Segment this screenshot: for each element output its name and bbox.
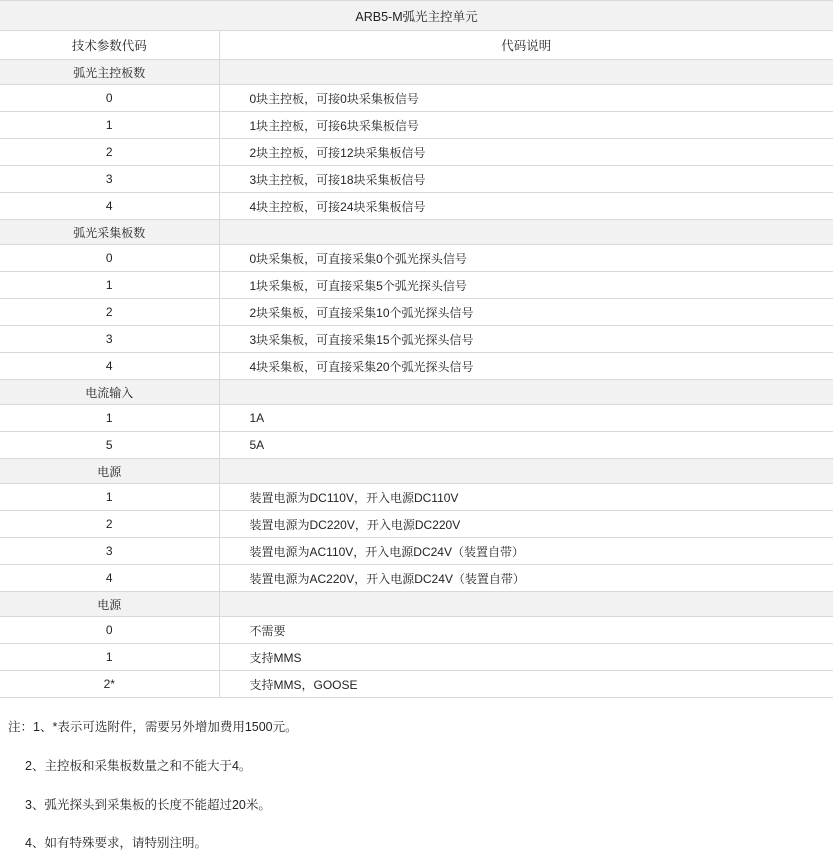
table-row [0, 405, 833, 432]
table-row [0, 245, 833, 272]
cell-code: 4 [0, 193, 219, 220]
table-row [0, 193, 833, 220]
cell-code: 1 [0, 405, 219, 432]
table-row [0, 511, 833, 538]
table-row [0, 565, 833, 592]
cell-desc: 5A [219, 432, 833, 459]
table-row [0, 671, 833, 698]
group-label: 弧光采集板数 [0, 220, 219, 245]
cell-code: 4 [0, 565, 219, 592]
group-label: 弧光主控板数 [0, 60, 219, 85]
cell-desc: 装置电源为AC110V，开入电源DC24V（装置自带） [219, 538, 833, 565]
column-header-desc: 代码说明 [219, 31, 833, 60]
group-spacer [219, 592, 833, 617]
cell-desc: 1块采集板，可直接采集5个弧光探头信号 [219, 272, 833, 299]
group-row [0, 60, 833, 85]
group-row [0, 380, 833, 405]
table-row [0, 617, 833, 644]
table-row [0, 353, 833, 380]
note-line-2: 2、主控板和采集板数量之和不能大于4。 [25, 758, 252, 773]
cell-code: 1 [0, 112, 219, 139]
table-body [0, 1, 833, 698]
group-spacer [219, 380, 833, 405]
table-title: ARB5-M弧光主控单元 [0, 1, 833, 31]
cell-desc: 1块主控板，可接6块采集板信号 [219, 112, 833, 139]
cell-desc: 3块主控板，可接18块采集板信号 [219, 166, 833, 193]
cell-desc: 2块采集板，可直接采集10个弧光探头信号 [219, 299, 833, 326]
group-spacer [219, 220, 833, 245]
cell-desc: 支持MMS，GOOSE [219, 671, 833, 698]
table-row [0, 644, 833, 671]
table-row [0, 166, 833, 193]
group-label: 电源 [0, 592, 219, 617]
cell-code: 4 [0, 353, 219, 380]
cell-code: 0 [0, 617, 219, 644]
cell-code: 3 [0, 326, 219, 353]
cell-desc: 不需要 [219, 617, 833, 644]
cell-code: 2 [0, 299, 219, 326]
note-line-3: 3、弧光探头到采集板的长度不能超过20米。 [25, 797, 271, 812]
cell-desc: 支持MMS [219, 644, 833, 671]
cell-code: 1 [0, 484, 219, 511]
group-row [0, 459, 833, 484]
cell-desc: 装置电源为DC110V，开入电源DC110V [219, 484, 833, 511]
table-row [0, 432, 833, 459]
column-header-code: 技术参数代码 [0, 31, 219, 60]
table-header-row [0, 31, 833, 60]
cell-code: 3 [0, 538, 219, 565]
cell-desc: 装置电源为DC220V，开入电源DC220V [219, 511, 833, 538]
cell-desc: 1A [219, 405, 833, 432]
table-row [0, 272, 833, 299]
cell-code: 2 [0, 511, 219, 538]
group-row [0, 592, 833, 617]
table-row [0, 139, 833, 166]
cell-code: 0 [0, 85, 219, 112]
cell-desc: 4块主控板，可接24块采集板信号 [219, 193, 833, 220]
table-row [0, 326, 833, 353]
table-row [0, 112, 833, 139]
table-row [0, 538, 833, 565]
cell-code: 1 [0, 644, 219, 671]
group-label: 电源 [0, 459, 219, 484]
cell-desc: 0块采集板，可直接采集0个弧光探头信号 [219, 245, 833, 272]
cell-code: 2* [0, 671, 219, 698]
cell-desc: 0块主控板，可接0块采集板信号 [219, 85, 833, 112]
table-title-row [0, 1, 833, 31]
cell-desc: 装置电源为AC220V，开入电源DC24V（装置自带） [219, 565, 833, 592]
notes-section [0, 718, 833, 853]
group-spacer [219, 60, 833, 85]
cell-code: 5 [0, 432, 219, 459]
cell-desc: 4块采集板，可直接采集20个弧光探头信号 [219, 353, 833, 380]
note-line-4: 4、如有特殊要求，请特别注明。 [25, 836, 207, 851]
table-row [0, 484, 833, 511]
group-label: 电流输入 [0, 380, 219, 405]
group-row [0, 220, 833, 245]
table-row [0, 299, 833, 326]
table-row [0, 85, 833, 112]
cell-desc: 3块采集板，可直接采集15个弧光探头信号 [219, 326, 833, 353]
cell-code: 3 [0, 166, 219, 193]
cell-code: 1 [0, 272, 219, 299]
note-line-1: 注：1、*表示可选附件，需要另外增加费用1500元。 [8, 720, 298, 734]
group-spacer [219, 459, 833, 484]
cell-desc: 2块主控板，可接12块采集板信号 [219, 139, 833, 166]
cell-code: 2 [0, 139, 219, 166]
cell-code: 0 [0, 245, 219, 272]
